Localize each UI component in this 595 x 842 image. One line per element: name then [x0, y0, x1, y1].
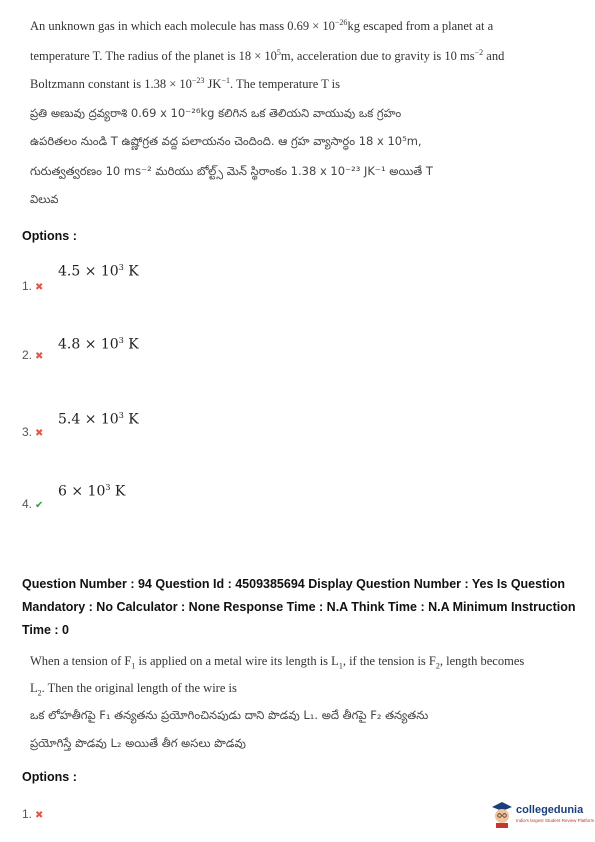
q93-opt2-val-sup: 3	[118, 336, 124, 345]
q93-en-line1-b: kg escaped from a planet at a	[347, 19, 494, 34]
q93-te-line2: ఉపరితలం నుండి T ఉష్ణోగ్రత వద్ద పలాయనం చెందింది. ఆ గ్రహ వ్యాసార్ధం 18 x 10⁵m,	[30, 134, 422, 148]
q93-en-line2-sup1: 5	[276, 48, 281, 57]
q93-opt4-val-sup: 3	[105, 483, 111, 492]
cross-icon: ✖	[35, 428, 44, 439]
q93-opt2-num: 2.	[22, 348, 33, 362]
q93-option-1-value	[58, 263, 139, 280]
meta-line-1: Question Number : 94 Question Id : 4509385694 Display Question Number : Yes Is Question	[22, 577, 565, 591]
check-icon: ✔	[35, 500, 44, 511]
logo-tagline: India's largest Student Review Platform	[516, 818, 595, 823]
graduate-mascot-icon	[490, 800, 514, 828]
q93-en-line3-sup1: −23	[191, 76, 205, 85]
q93-options-heading: Options :	[22, 229, 77, 243]
q94-en-line1-sub3: 2	[435, 661, 440, 671]
q94-en-line1-c: , if the tension is F	[342, 654, 436, 668]
q94-en-line1-sub1: 1	[131, 661, 136, 671]
q93-en-line2-a: temperature T. The radius of the planet is 18 × 10	[30, 49, 277, 64]
q93-option-3-value	[58, 411, 139, 428]
q93-opt3-val-sup: 3	[118, 411, 124, 420]
q94-en-line2	[30, 681, 237, 698]
q93-opt2-val-a: 4.8 × 10	[58, 336, 119, 353]
q93-en-line3	[30, 76, 340, 92]
q93-opt2-val-b: K	[123, 336, 139, 353]
q93-option-4[interactable]	[22, 497, 43, 511]
q94-en-line1	[30, 654, 524, 671]
q93-en-line2-b: m, acceleration due to gravity is 10 ms	[280, 49, 475, 64]
q93-option-1[interactable]	[22, 279, 43, 293]
q94-en-line2-sub: 2	[37, 688, 42, 698]
q93-te-line1: ప్రతి అణువు ద్రవ్యరాశి 0.69 x 10⁻²⁶kg కలిగిన ఒక తెలియని వాయువు ఒక గ్రహం	[30, 106, 402, 120]
q94-te-line1: ఒక లోహతీగపై F₁ తన్యతను ప్రయోగించినపుడు దాని పొడవు L₁. అదే తీగపై F₂ తన్యతను	[30, 708, 429, 722]
collegedunia-logo	[490, 800, 595, 832]
q93-en-line3-b: JK	[204, 77, 222, 92]
q93-opt4-val-b: K	[110, 483, 126, 500]
cross-icon: ✖	[35, 351, 44, 362]
q94-en-line1-b: is applied on a metal wire its length is L	[135, 654, 339, 668]
q93-opt3-num: 3.	[22, 425, 33, 439]
q93-opt1-num: 1.	[22, 279, 33, 293]
q93-opt3-val-b: K	[123, 411, 139, 428]
logo-name: collegedunia	[516, 804, 584, 816]
q93-option-3[interactable]	[22, 425, 43, 439]
q93-opt4-num: 4.	[22, 497, 33, 511]
question-94-meta	[22, 573, 582, 642]
q93-opt4-val-a: 6 × 10	[58, 483, 106, 500]
q94-option-1[interactable]	[22, 807, 43, 821]
q93-en-line2	[30, 48, 504, 64]
q94-en-line1-d: , length becomes	[439, 654, 525, 668]
cross-icon: ✖	[35, 282, 44, 293]
q93-opt1-val-sup: 3	[118, 263, 124, 272]
q94-te-line2: ప్రయోగిస్తే పొడవు L₂ అయితే తీగ అసలు పొడవు	[30, 736, 246, 750]
q93-en-line3-a: Boltzmann constant is 1.38 × 10	[30, 77, 192, 92]
q93-en-line1-sup: −26	[334, 18, 348, 27]
q94-en-line1-a: When a tension of F	[30, 654, 132, 668]
q93-en-line3-c: . The temperature T is	[229, 77, 341, 92]
q93-option-2-value	[58, 336, 139, 353]
q94-en-line1-sub2: 1	[338, 661, 343, 671]
q94-en-line2-a: L	[30, 681, 38, 695]
q94-opt1-num: 1.	[22, 807, 33, 821]
q93-en-line2-c: and	[483, 49, 505, 64]
q93-en-line1-a: An unknown gas in which each molecule has mass 0.69 × 10	[30, 19, 335, 34]
q93-te-line4: విలువ	[30, 192, 59, 206]
q93-opt3-val-a: 5.4 × 10	[58, 411, 119, 428]
q93-te-line3: గురుత్వత్వరణం 10 ms⁻² మరియు బోల్ట్స్ మెన్ స్థిరాంకం 1.38 x 10⁻²³ JK⁻¹ అయితే T	[30, 164, 433, 178]
q93-option-4-value	[58, 483, 125, 500]
q93-en-line2-sup2: −2	[474, 48, 484, 57]
q93-en-line1	[30, 18, 493, 34]
meta-line-3: Time : 0	[22, 623, 70, 637]
q93-en-line3-sup2: −1	[221, 76, 230, 85]
q93-opt1-val-a: 4.5 × 10	[58, 263, 119, 280]
q94-en-line2-b: . Then the original length of the wire is	[41, 681, 237, 695]
q94-options-heading: Options :	[22, 770, 77, 784]
q93-opt1-val-b: K	[123, 263, 139, 280]
meta-line-2: Mandatory : No Calculator : None Response Time : N.A Think Time : N.A Minimum Instruction	[22, 600, 576, 614]
q93-option-2[interactable]	[22, 348, 43, 362]
cross-icon: ✖	[35, 810, 44, 821]
